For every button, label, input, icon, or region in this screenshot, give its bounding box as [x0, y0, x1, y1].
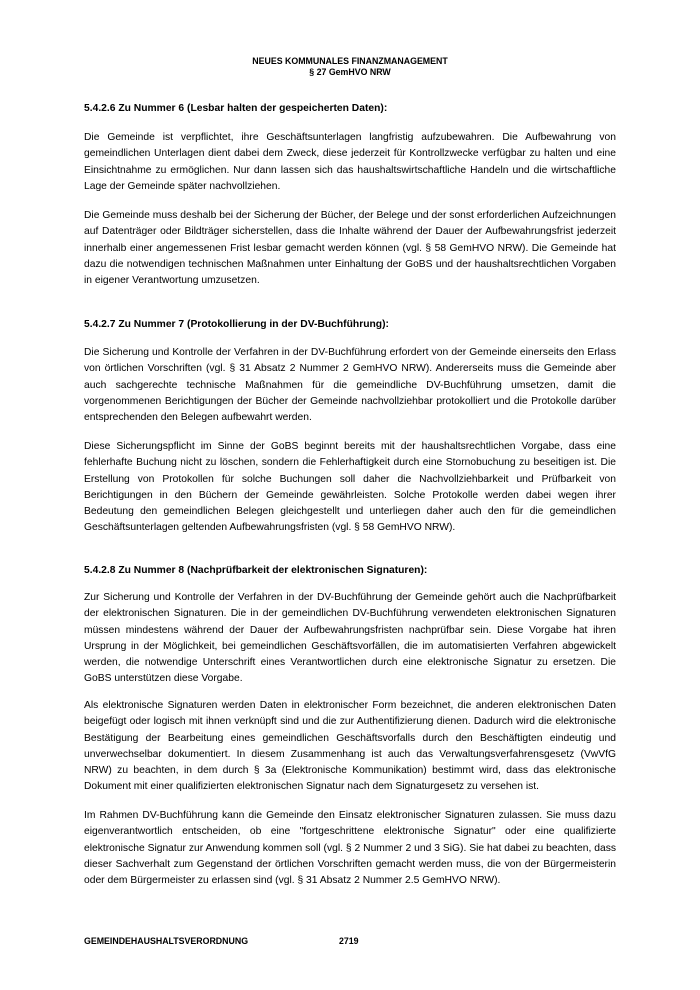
- section-heading-5-4-2-6: 5.4.2.6 Zu Nummer 6 (Lesbar halten der gespeicherten Daten):: [84, 103, 388, 114]
- page-header: [0, 56, 700, 78]
- paragraph: Die Sicherung und Kontrolle der Verfahren in der DV-Buchführung erfordert von der Gemeinde einerseits den Erlass von örtlichen Vorschriften (vgl. § 31 Absatz 2 Nummer 2 GemHVO NRW). Andererseits muss die Gemeinde aber auch sachgerechte technische Maßnahmen für die gemeindliche DV-Buchführung umsetzen, damit die vorgenommenen Berichtigungen der Bücher der Gemeinde nachvollziehbar protokolliert und die Protokolle darüber entsprechenden den Belegen aufbewahrt werden.: [84, 347, 616, 423]
- paragraph: Die Gemeinde muss deshalb bei der Sicherung der Bücher, der Belege und der sonst erforderlichen Aufzeichnungen auf Datenträger oder Bildträger sicherstellen, dass die Inhalte während der Dauer der Aufbewahrungsfrist jederzeit innerhalb einer angemessenen Frist lesbar gemacht werden können (vgl. § 58 GemHVO NRW). Die Gemeinde hat dazu die notwendigen technischen Maßnahmen unter Einhaltung der GoBS und der haushaltsrechtlichen Vorgaben in eigener Verantwortung umzusetzen.: [84, 210, 616, 286]
- footer-title: GEMEINDEHAUSHALTSVERORDNUNG: [84, 936, 249, 946]
- header-title: NEUES KOMMUNALES FINANZMANAGEMENT: [252, 56, 448, 66]
- paragraph: Die Gemeinde ist verpflichtet, ihre Geschäftsunterlagen langfristig aufzubewahren. Die Aufbewahrung von gemeindlichen Unterlagen dient dabei dem Zweck, diese jederzeit für Kontrollzwecke verfügbar zu halten und eine Einsichtnahme zu ermöglichen. Nur dann lassen sich das haushaltswirtschaftliche Handeln und die wirtschaftliche Lage der Gemeinde später nachvollziehen.: [84, 132, 616, 192]
- paragraph: Als elektronische Signaturen werden Daten in elektronischer Form bezeichnet, die anderen elektronischen Daten beigefügt oder logisch mit ihnen verknüpft sind und die zur Authentifizierung dienen. Dadurch wird die elektronische Bestätigung der Bearbeitung eines gemeindlichen Geschäftsvorfalls durch den Beschäftigten eindeutig und unverwechselbar dokumentiert. In diesem Zusammenhang ist auch das Verwaltungsverfahrensgesetz (VwVfG NRW) zu beachten, in dem durch § 3a (Elektronische Kommunikation) bestimmt wird, dass das elektronische Dokument mit einer qualifizierten elektronischen Signatur nach dem Signaturgesetz zu versehen ist.: [84, 700, 616, 793]
- section-heading-5-4-2-7: 5.4.2.7 Zu Nummer 7 (Protokollierung in der DV-Buchführung):: [84, 319, 389, 330]
- section-heading-5-4-2-8: 5.4.2.8 Zu Nummer 8 (Nachprüfbarkeit der elektronischen Signaturen):: [84, 565, 428, 576]
- paragraph: Im Rahmen DV-Buchführung kann die Gemeinde den Einsatz elektronischer Signaturen zulassen. Sie muss dazu eigenverantwortlich entscheiden, ob eine "fortgeschrittene elektronische Signatur" oder eine qualifizierte elektronische Signatur zur Anwendung kommen soll (vgl. § 2 Nummer 2 und 3 SiG). Sie hat dabei zu beachten, dass dieser Sachverhalt zum Gegenstand der örtlichen Vorschriften gemacht werden muss, die von der Bürgermeisterin oder dem Bürgermeister zu erlassen sind (vgl. § 31 Absatz 2 Nummer 2.5 GemHVO NRW).: [84, 810, 616, 886]
- paragraph: Diese Sicherungspflicht im Sinne der GoBS beginnt bereits mit der haushaltsrechtlichen Vorgabe, dass eine fehlerhafte Buchung nicht zu löschen, sondern die Fehlerhaftigkeit durch eine Stornobuchung zu beseitigen ist. Die Erstellung von Protokollen für solche Buchungen soll daher die Nachvollziehbarkeit und Prüfbarkeit von Berichtigungen in den Büchern der Gemeinde gewährleisten. Solche Protokolle werden dabei wegen ihrer Bedeutung den gemeindlichen Belegen gleichgestellt und unterliegen daher auch den für die gemeindlichen Geschäftsunterlagen geltenden Aufbewahrungsfristen (vgl. § 58 GemHVO NRW).: [84, 441, 616, 534]
- paragraph: Zur Sicherung und Kontrolle der Verfahren in der DV-Buchführung der Gemeinde gehört auch die Nachprüfbarkeit der elektronischen Signaturen. Die in der gemeindlichen DV-Buchführung verwendeten elektronischen Signaturen müssen mindestens während der Dauer der Aufbewahrungsfristen nachprüfbar sein. Diese Vorgabe hat ihren Ursprung in der Möglichkeit, bei gemeindlichen Geschäftsvorfällen, die im automatisierten Verfahren abgewickelt werden, die notwendige Unterschrift eines Verantwortlichen durch eine elektronische Signatur zu ersetzen. Die GoBS unterstützen diese Vorgabe.: [84, 592, 616, 685]
- header-subtitle: § 27 GemHVO NRW: [309, 67, 391, 77]
- page-number: 2719: [339, 936, 359, 946]
